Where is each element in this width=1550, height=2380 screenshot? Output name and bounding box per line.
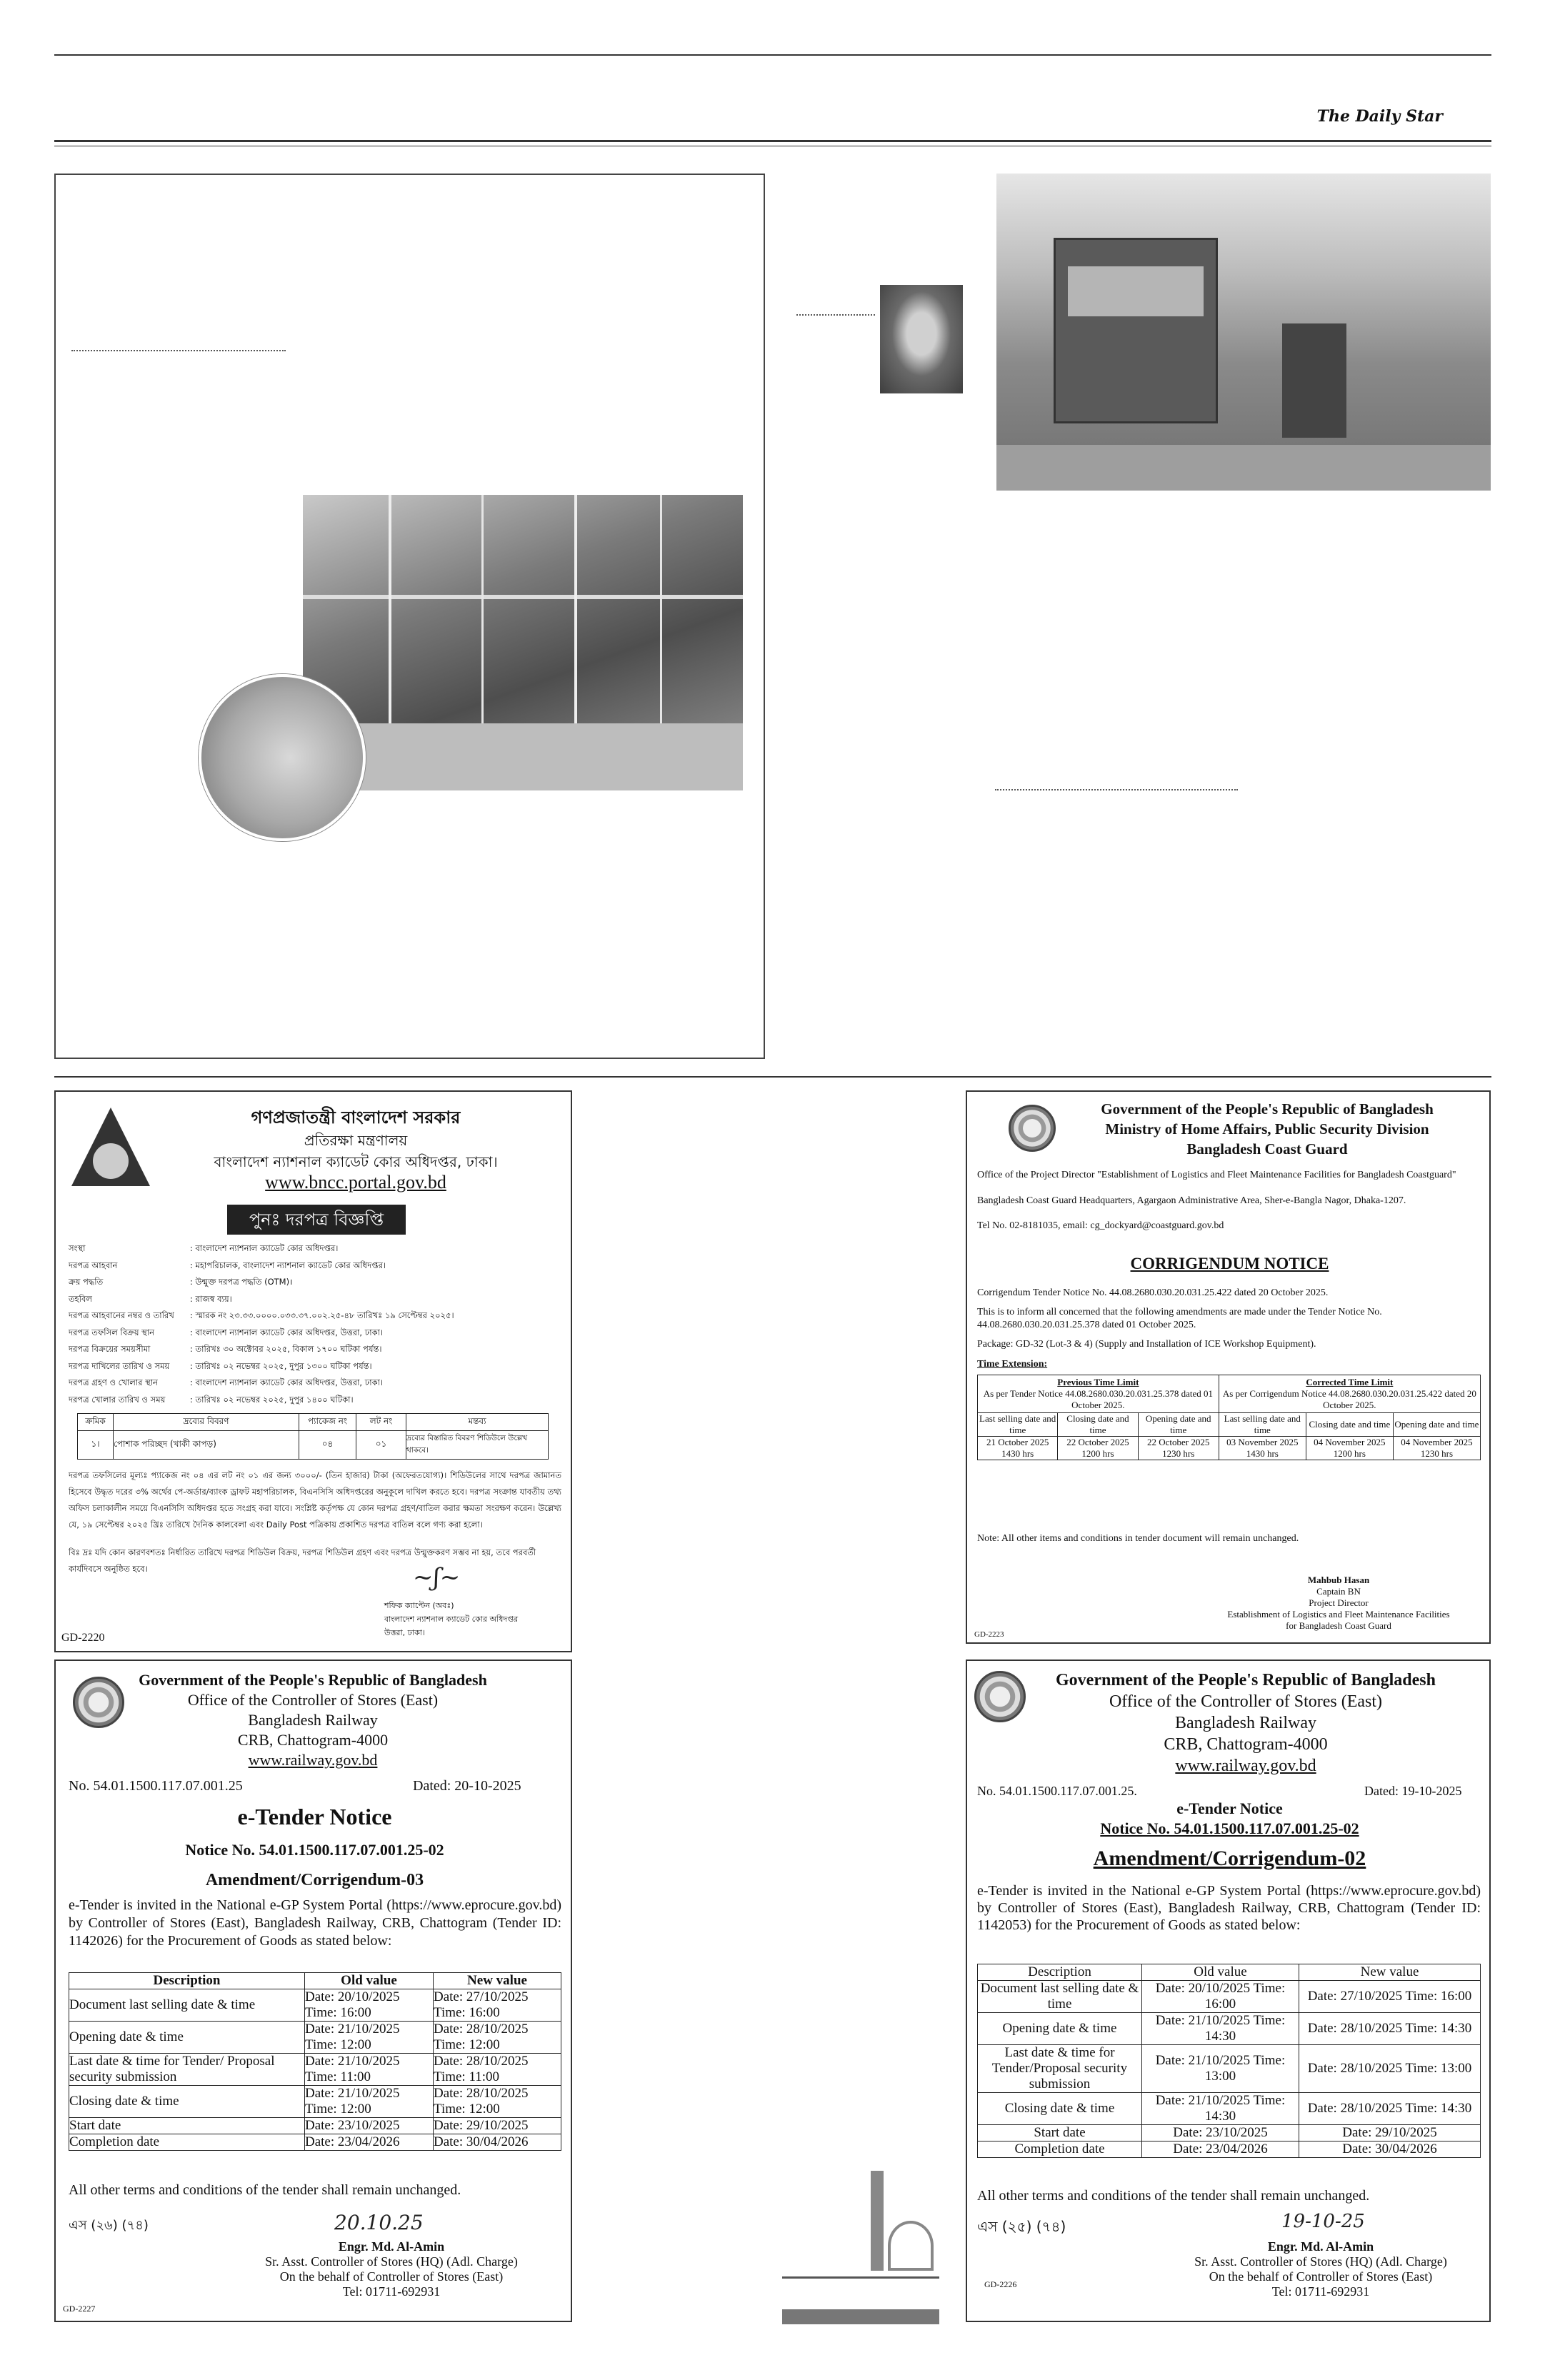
ad-title: e-Tender Notice xyxy=(237,1804,392,1829)
govt-emblem-icon xyxy=(1009,1105,1056,1152)
table-row xyxy=(69,2022,561,2054)
table-header: প্যাকেজ নং xyxy=(299,1414,356,1431)
table-header xyxy=(978,1375,1219,1413)
info-value: : তারিখঃ ০২ নভেম্বর ২০২৫, দুপুর ১৩০০ ঘটিকা পর্যন্ত। xyxy=(190,1360,372,1371)
ad-website-link[interactable]: www.railway.gov.bd xyxy=(248,1751,378,1769)
table-cell: Date: 23/04/2026 xyxy=(305,2134,434,2151)
table-cell: Opening date & time xyxy=(69,2022,305,2054)
ad-office: বাংলাদেশ ন্যাশনাল ক্যাডেট কোর অধিদপ্তর, ঢাকা। xyxy=(214,1153,498,1170)
signer-block xyxy=(1153,2239,1489,2299)
ad-code: GD-2226 xyxy=(984,2279,1017,2289)
signer-line: Tel: 01711-692931 xyxy=(342,2284,441,2299)
table-cell: Date: 30/04/2026 xyxy=(1299,2142,1481,2158)
signer-block xyxy=(384,1599,570,1640)
table-cell: Closing date & time xyxy=(978,2093,1142,2125)
table-cell: Opening date & time xyxy=(978,2013,1142,2045)
ad-body-paragraph: দরপত্র তফসিলের মূল্যঃ প্যাকেজ নং ০৪ এর লট নং ০১ এর জন্য ৩০০০/- (তিন হাজার) টাকা (অফেরতযোগ্য)। শিডিউলের সাথে দরপত্র জামানত হিসেবে উদ্ধৃত দরের ৩% অর্থের পে-অর্ডার/ব্যাংক ড্রাফট মহাপরিচালক, বিএনসিসি অধিদপ্তরের অনুকূলে দাখিল করতে হবে। দরপত্র সংক্রান্ত যাবতীয় তথ্য অফিস চলাকালীন সময়ে বিএনসিসি অধিদপ্তর হতে সংগ্রহ করা যাবে। সংশ্লিষ্ট কর্তৃপক্ষ যে কোন দরপত্র গ্রহণ/বাতিল করার ক্ষমতা সংরক্ষণ করেন। উল্লেখ্য যে, ১৯ সেপ্টেম্বর ২০২৫ খ্রিঃ তারিখে দৈনিক কালবেলা এবং Daily Post পত্রিকায় প্রকাশিত দরপত্র বাতিল বলে গণ্য করা হলো। xyxy=(69,1470,561,1530)
bncc-items-table xyxy=(77,1413,549,1460)
ad-contact: Tel No. 02-8181035, email: cg_dockyard@coastguard.gov.bd xyxy=(977,1220,1224,1231)
table-row xyxy=(978,2125,1481,2142)
info-row xyxy=(69,1341,561,1358)
table-row xyxy=(69,2054,561,2086)
signer-line: Engr. Md. Al-Amin xyxy=(1267,2239,1374,2254)
table-header: মন্তব্য xyxy=(406,1414,549,1431)
table-cell: Date: 20/10/2025 Time: 16:00 xyxy=(305,1989,434,2022)
info-key: দরপত্র তফসিল বিক্রয় স্থান xyxy=(69,1327,154,1337)
signer-line: Project Director xyxy=(1309,1597,1369,1608)
info-value: : রাজস্ব ব্যয়। xyxy=(190,1293,232,1304)
table-cell: Completion date xyxy=(978,2142,1142,2158)
signer-line: for Bangladesh Coast Guard xyxy=(1286,1620,1391,1631)
weaving-photo xyxy=(303,495,743,790)
table-header: দ্রব্যের বিবরণ xyxy=(114,1414,299,1431)
ad-office: Office of the Controller of Stores (East) xyxy=(1109,1692,1383,1711)
table-cell: Date: 23/04/2026 xyxy=(1142,2142,1299,2158)
info-row xyxy=(69,1307,561,1325)
table-row xyxy=(78,1431,549,1460)
ad-address: Bangladesh Coast Guard Headquarters, Agargaon Administrative Area, Sher-e-Bangla Nagor, Dhaka-1207. xyxy=(977,1195,1406,1206)
ad-code: GD-2227 xyxy=(63,2304,96,2314)
table-cell: Last selling date and time xyxy=(1219,1413,1306,1437)
table-cell: ১। xyxy=(78,1431,114,1460)
info-key: সংস্থা xyxy=(69,1243,86,1253)
mosque-ad xyxy=(782,2171,939,2324)
table-cell: Date: 23/10/2025 xyxy=(305,2118,434,2134)
info-row xyxy=(69,1291,561,1308)
street-bus-photo xyxy=(996,174,1491,491)
info-value: : বাংলাদেশ ন্যাশনাল ক্যাডেট কোর অধিদপ্তর। xyxy=(190,1243,339,1253)
table-cell: Date: 28/10/2025 Time: 11:00 xyxy=(434,2054,561,2086)
info-row xyxy=(69,1240,561,1257)
minaret-icon xyxy=(871,2171,884,2271)
info-value: : উন্মুক্ত দরপত্র পদ্ধতি (OTM)। xyxy=(190,1277,293,1287)
table-row xyxy=(978,2093,1481,2125)
ad-code: GD-2223 xyxy=(974,1630,1004,1639)
ad-ref-no: No. 54.01.1500.117.07.001.25 xyxy=(69,1778,243,1794)
tender-amend-table xyxy=(69,1972,561,2151)
info-row xyxy=(69,1358,561,1375)
ad-ref-mark: এস (২৬) (৭৪) xyxy=(69,2218,149,2233)
info-value: : তারিখঃ ০২ নভেম্বর ২০২৫, দুপুর ১৪০০ ঘটিকা। xyxy=(190,1394,354,1405)
ad-org: Bangladesh Railway xyxy=(248,1711,378,1729)
signer-block xyxy=(1196,1575,1481,1632)
table-cell: ০৪ xyxy=(299,1431,356,1460)
table-cell: 04 November 2025 1200 hrs xyxy=(1306,1437,1393,1460)
table-cell: Last date & time for Tender/Proposal security submission xyxy=(978,2045,1142,2093)
time-limit-table xyxy=(977,1375,1481,1460)
saree-inset-photo xyxy=(199,674,366,841)
coastguard-corrigendum-ad xyxy=(966,1090,1491,1644)
info-key: দরপত্র গ্রহণ ও খোলার স্থান xyxy=(69,1377,158,1387)
prev-time-head: Previous Time Limit xyxy=(1057,1377,1139,1387)
table-cell: Opening date and time xyxy=(1138,1413,1219,1437)
signer-line: Sr. Asst. Controller of Stores (HQ) (Adl. Charge) xyxy=(1194,2254,1447,2269)
info-key: ক্রয় পদ্ধতি xyxy=(69,1277,104,1287)
table-cell: পোশাক পরিচ্ছদ (খাকী কাপড়) xyxy=(114,1431,299,1460)
table-cell: Date: 28/10/2025 Time: 12:00 xyxy=(434,2022,561,2054)
table-cell: 22 October 2025 1230 hrs xyxy=(1138,1437,1219,1460)
info-key: দরপত্র দাখিলের তারিখ ও সময় xyxy=(69,1360,170,1371)
ad-footer-note: All other terms and conditions of the tender shall remain unchanged. xyxy=(977,2188,1370,2204)
signer-block xyxy=(213,2239,570,2299)
dome-icon xyxy=(888,2221,934,2271)
table-cell: Last selling date and time xyxy=(978,1413,1058,1437)
signer-line: Captain BN xyxy=(1316,1586,1361,1597)
ad-website-link[interactable]: www.railway.gov.bd xyxy=(1175,1757,1316,1775)
table-cell: Date: 28/10/2025 Time: 12:00 xyxy=(434,2086,561,2118)
ad-gov-title: Government of the People's Republic of Bangladesh xyxy=(139,1671,487,1689)
info-row xyxy=(69,1274,561,1291)
ad-office: Office of the Project Director "Establishment of Logistics and Fleet Maintenance Facilities for Bangladesh Coastguard" xyxy=(977,1170,1456,1180)
corr-time-head: Corrected Time Limit xyxy=(1306,1377,1394,1387)
ad-intro: This is to inform all concerned that the following amendments are made under the Tender Notice No. 44.08.2680.030.20.031.25.378 dated 01 October 2025. xyxy=(977,1307,1382,1330)
table-cell: Date: 21/10/2025 Time: 12:00 xyxy=(305,2022,434,2054)
table-row xyxy=(978,2045,1481,2093)
signer-line: Sr. Asst. Controller of Stores (HQ) (Adl. Charge) xyxy=(265,2254,518,2269)
table-cell: Date: 20/10/2025 Time: 16:00 xyxy=(1142,1981,1299,2013)
table-cell: দ্রব্যের বিস্তারিত বিবরণ শিডিউলে উল্লেখ থাকবে। xyxy=(406,1431,549,1460)
ad-address: CRB, Chattogram-4000 xyxy=(1164,1735,1328,1754)
signature-date: 20.10.25 xyxy=(334,2211,424,2234)
ad-gov-title: Government of the People's Republic of Bangladesh xyxy=(1101,1100,1434,1118)
signer-line: Tel: 01711-692931 xyxy=(1271,2284,1370,2299)
ad-note-paragraph: বিঃ দ্রঃ যদি কোন কারণবশতঃ নির্ধারিত তারিখে দরপত্র শিডিউল বিক্রয়, দরপত্র শিডিউল গ্রহণ এবং দরপত্র উন্মুক্তকরণ সম্ভব না হয়, তবে পরবর্তী কার্যদিবসে অনুষ্ঠিত হবে। xyxy=(69,1547,536,1574)
ad-gov-title: গণপ্রজাতন্ত্রী বাংলাদেশ সরকার xyxy=(251,1108,461,1128)
ad-gov-title: Government of the People's Republic of Bangladesh xyxy=(1056,1671,1436,1689)
table-cell: Closing date & time xyxy=(69,2086,305,2118)
table-cell: Document last selling date & time xyxy=(69,1989,305,2022)
table-cell: Document last selling date & time xyxy=(978,1981,1142,2013)
info-key: দরপত্র আহবানের নম্বর ও তারিখ xyxy=(69,1310,174,1320)
table-header-row xyxy=(69,1973,561,1989)
ad-body: e-Tender is invited in the National e-GP System Portal (https://www.eprocure.gov.bd) by Controller of Stores (East), Bangladesh Railway, CRB, Chattogram (Tender ID: 1142026) for the Procurement of Goods as stated below: xyxy=(69,1897,561,1949)
table-cell: Date: 21/10/2025 Time: 14:30 xyxy=(1142,2093,1299,2125)
table-header: ক্রমিক xyxy=(78,1414,114,1431)
table-cell: Date: 30/04/2026 xyxy=(434,2134,561,2151)
ad-amendment: Amendment/Corrigendum-02 xyxy=(1093,1847,1366,1870)
ad-title: CORRIGENDUM NOTICE xyxy=(1130,1255,1329,1272)
table-cell: Date: 29/10/2025 xyxy=(434,2118,561,2134)
table-header: লট নং xyxy=(356,1414,406,1431)
ad-date: Dated: 19-10-2025 xyxy=(1364,1784,1462,1798)
signer-line: Engr. Md. Al-Amin xyxy=(338,2239,445,2254)
table-row xyxy=(69,1989,561,2022)
ad-info-list xyxy=(69,1240,561,1408)
signer-line: On the behalf of Controller of Stores (East) xyxy=(279,2269,504,2284)
ad-title: e-Tender Notice xyxy=(1176,1799,1283,1817)
paper-logo: The Daily Star xyxy=(1316,107,1443,126)
story-divider-right xyxy=(995,789,1238,790)
corr-time-sub: As per Corrigendum Notice 44.08.2680.030.20.031.25.422 dated 20 October 2025. xyxy=(1222,1388,1476,1410)
table-cell: Date: 21/10/2025 Time: 13:00 xyxy=(1142,2045,1299,2093)
info-row xyxy=(69,1392,561,1409)
info-key: দরপত্র বিক্রয়ের সময়সীমা xyxy=(69,1344,151,1354)
table-cell: 03 November 2025 1430 hrs xyxy=(1219,1437,1306,1460)
table-cell: Date: 21/10/2025 Time: 14:30 xyxy=(1142,2013,1299,2045)
story-divider xyxy=(71,350,286,351)
signer-line: Mahbub Hasan xyxy=(1307,1575,1370,1585)
table-cell: Date: 28/10/2025 Time: 13:00 xyxy=(1299,2045,1481,2093)
table-cell: 04 November 2025 1230 hrs xyxy=(1393,1437,1480,1460)
table-cell: Completion date xyxy=(69,2134,305,2151)
ad-ref: Corrigendum Tender Notice No. 44.08.2680.030.20.031.25.422 dated 20 October 2025. xyxy=(977,1287,1329,1298)
top-rule xyxy=(54,54,1491,56)
ad-ministry: প্রতিরক্ষা মন্ত্রণালয় xyxy=(304,1132,408,1149)
ad-note: Note: All other items and conditions in tender document will remain unchanged. xyxy=(977,1533,1299,1544)
info-value: : তারিখঃ ৩০ অক্টোবর ২০২৫, বিকাল ১৭০০ ঘটিকা পর্যন্ত। xyxy=(190,1344,382,1354)
table-header-row xyxy=(978,1964,1481,1981)
header-rule xyxy=(54,140,1491,142)
table-cell: Date: 28/10/2025 Time: 14:30 xyxy=(1299,2093,1481,2125)
table-row xyxy=(978,2013,1481,2045)
info-value: : বাংলাদেশ ন্যাশনাল ক্যাডেট কোর অধিদপ্তর, উত্তরা, ঢাকা। xyxy=(190,1327,384,1337)
table-cell: Opening date and time xyxy=(1393,1413,1480,1437)
table-cell: Last date & time for Tender/ Proposal security submission xyxy=(69,2054,305,2086)
railway-emblem-icon xyxy=(974,1671,1026,1722)
ad-amendment: Amendment/Corrigendum-03 xyxy=(205,1871,424,1889)
signer-line: Establishment of Logistics and Fleet Maintenance Facilities xyxy=(1227,1609,1450,1620)
ad-body: e-Tender is invited in the National e-GP System Portal (https://www.eprocure.gov.bd) by Controller of Stores (East), Bangladesh Railway, CRB, Chattogram (Tender ID: 1142053) for the Procurement of Goods as stated below: xyxy=(977,1883,1481,1933)
signature-image xyxy=(334,2211,424,2234)
table-cell: Closing date and time xyxy=(1306,1413,1393,1437)
table-cell: Start date xyxy=(69,2118,305,2134)
table-cell: Date: 28/10/2025 Time: 14:30 xyxy=(1299,2013,1481,2045)
bncc-tender-ad xyxy=(54,1090,572,1652)
table-row xyxy=(69,2134,561,2151)
table-header-row xyxy=(978,1375,1481,1413)
time-extension-label: Time Extension: xyxy=(977,1359,1048,1370)
signer-line: On the behalf of Controller of Stores (East) xyxy=(1209,2269,1433,2284)
ad-ministry: Ministry of Home Affairs, Public Security Division xyxy=(1105,1120,1429,1138)
ads-rule xyxy=(54,1076,1491,1078)
table-cell: ০১ xyxy=(356,1431,406,1460)
table-row xyxy=(69,2118,561,2134)
prev-time-sub: As per Tender Notice 44.08.2680.030.20.031.25.378 dated 01 October 2025. xyxy=(983,1388,1213,1410)
table-cell: Date: 21/10/2025 Time: 11:00 xyxy=(305,2054,434,2086)
info-row xyxy=(69,1257,561,1275)
ad-notice-no: Notice No. 54.01.1500.117.07.001.25-02 xyxy=(1100,1819,1359,1837)
table-header: New value xyxy=(434,1973,561,1989)
signer-line: উত্তরা, ঢাকা। xyxy=(384,1628,425,1637)
signer-line: শফিক ক্যাপ্টেন (অবঃ) xyxy=(384,1601,454,1610)
ad-ref-no: No. 54.01.1500.117.07.001.25. xyxy=(977,1784,1137,1798)
info-value: : বাংলাদেশ ন্যাশনাল ক্যাডেট কোর অধিদপ্তর, উত্তরা, ঢাকা। xyxy=(190,1377,384,1387)
table-cell: Date: 27/10/2025 Time: 16:00 xyxy=(434,1989,561,2022)
columnist-portrait xyxy=(880,285,963,393)
table-row xyxy=(69,2086,561,2118)
info-key: দরপত্র আহবান xyxy=(69,1260,118,1270)
ad-org: Bangladesh Railway xyxy=(1175,1714,1316,1732)
signature-image xyxy=(1281,2211,1365,2232)
railway-tender-ad-right xyxy=(966,1660,1491,2322)
info-value: : স্মারক নং ২৩.৩৩.০০০০.০৩৩.৩৭.০০২.২৫-৪৮ তারিখঃ ১৯ সেপ্টেম্বর ২০২৫। xyxy=(190,1310,454,1320)
bncc-logo-icon xyxy=(71,1108,150,1186)
table-header: Old value xyxy=(1142,1964,1299,1981)
table-cell: Date: 21/10/2025 Time: 12:00 xyxy=(305,2086,434,2118)
ad-office: Office of the Controller of Stores (East) xyxy=(187,1691,439,1709)
table-header-row xyxy=(78,1414,549,1431)
ad-package: Package: GD-32 (Lot-3 & 4) (Supply and Installation of ICE Workshop Equipment). xyxy=(977,1339,1316,1350)
signature-image: ~ʃ~ xyxy=(413,1563,461,1592)
column-divider xyxy=(796,314,875,316)
tender-amend-table xyxy=(977,1964,1481,2158)
table-header: New value xyxy=(1299,1964,1481,1981)
table-cell: Date: 29/10/2025 xyxy=(1299,2125,1481,2142)
table-row xyxy=(978,2142,1481,2158)
ad-ref-mark: এস (২৫) (৭৪) xyxy=(977,2218,1066,2235)
info-key: তহবিল xyxy=(69,1293,92,1304)
ad-footer-note: All other terms and conditions of the tender shall remain unchanged. xyxy=(69,2182,461,2198)
info-row xyxy=(69,1325,561,1342)
table-header: Description xyxy=(978,1964,1142,1981)
ad-website-link[interactable]: www.bncc.portal.gov.bd xyxy=(265,1172,446,1192)
table-row xyxy=(978,1413,1481,1437)
ad-address: CRB, Chattogram-4000 xyxy=(237,1731,389,1749)
railway-emblem-icon xyxy=(73,1677,124,1728)
signature-date: 19-10-25 xyxy=(1281,2211,1365,2232)
info-row xyxy=(69,1375,561,1392)
table-cell: Start date xyxy=(978,2125,1142,2142)
table-cell: 21 October 2025 1430 hrs xyxy=(978,1437,1058,1460)
info-key: দরপত্র খোলার তারিখ ও সময় xyxy=(69,1394,166,1405)
ad-agency: Bangladesh Coast Guard xyxy=(1186,1140,1348,1158)
ad-notice-title: পুনঃ দরপত্র বিজ্ঞপ্তি xyxy=(227,1205,406,1235)
table-header: Old value xyxy=(305,1973,434,1989)
ad-notice-no: Notice No. 54.01.1500.117.07.001.25-02 xyxy=(185,1841,444,1859)
table-header: Description xyxy=(69,1973,305,1989)
ad-date: Dated: 20-10-2025 xyxy=(413,1778,521,1794)
table-row xyxy=(978,1981,1481,2013)
table-cell: 22 October 2025 1200 hrs xyxy=(1058,1437,1138,1460)
table-cell: Date: 27/10/2025 Time: 16:00 xyxy=(1299,1981,1481,2013)
table-row xyxy=(978,1437,1481,1460)
ad-code: GD-2220 xyxy=(61,1632,105,1644)
table-cell: Closing date and time xyxy=(1058,1413,1138,1437)
table-header xyxy=(1219,1375,1480,1413)
railway-tender-ad-left xyxy=(54,1660,572,2322)
info-value: : মহাপরিচালক, বাংলাদেশ ন্যাশনাল ক্যাডেট কোর অধিদপ্তর। xyxy=(190,1260,386,1270)
signer-line: বাংলাদেশ ন্যাশনাল ক্যাডেট কোর অধিদপ্তর xyxy=(384,1615,519,1624)
table-cell: Date: 23/10/2025 xyxy=(1142,2125,1299,2142)
